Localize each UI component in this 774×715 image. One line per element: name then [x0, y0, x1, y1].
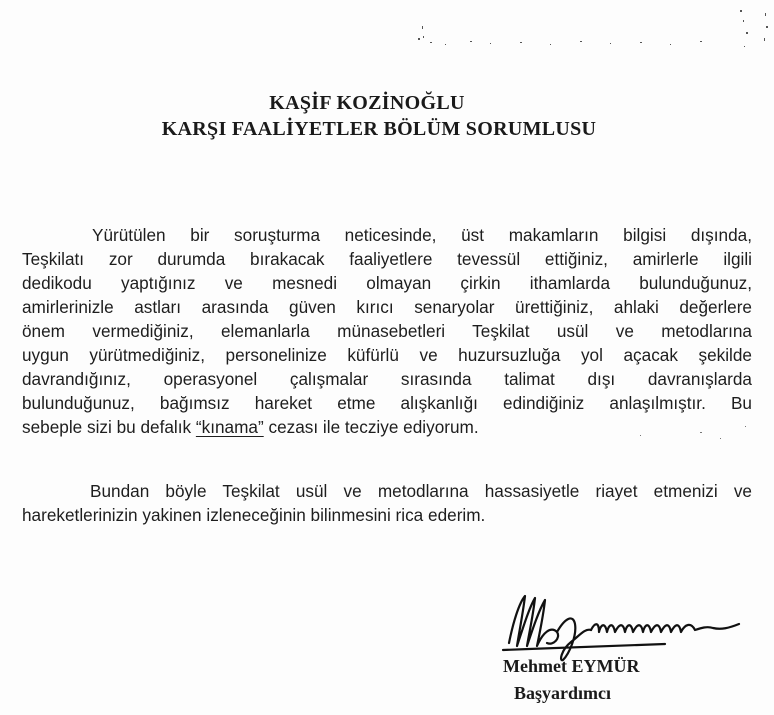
paragraph-line: bulunduğunuz, bağımsız hareket etme alışkanlığı edindiğiniz anlaşılmıştır. Bu	[22, 393, 752, 413]
last-line-end: cezası ile tecziye ediyorum.	[263, 417, 479, 437]
paragraph-line: amirlerinizle astları arasında güven kırıcı senaryolar ürettiğiniz, ahlaki değerlere	[22, 297, 752, 317]
scan-dust	[0, 420, 774, 460]
paragraph-line: davrandığınız, operasyonel çalışmalar sırasında talimat dışı davranışlarda	[22, 369, 752, 389]
paragraph-closing	[22, 479, 752, 527]
paragraph-line: hareketlerinizin yakinen izleneceğinin bilinmesini rica ederim.	[22, 505, 486, 525]
paragraph-line: Teşkilatı zor durumda bırakacak faaliyetlere tevessül ettiğiniz, amirlerle ilgili	[22, 249, 752, 269]
paragraph-line: önem vermediğiniz, elemanlarla münasebetleri Teşkilat usül ve metodlarına	[22, 321, 752, 341]
page-subtitle: KARŞI FAALİYETLER BÖLÜM SORUMLUSU	[161, 118, 597, 140]
paragraph-line: Yürütülen bir soruşturma neticesinde, üst makamların bilgisi dışında,	[92, 225, 752, 245]
signatory-name: Mehmet EYMÜR	[503, 656, 640, 676]
scan-noise-marks	[410, 8, 770, 53]
paragraph-line: Bundan böyle Teşkilat usül ve metodlarına hassasiyetle riayet etmenizi ve	[90, 481, 752, 501]
paragraph-line: dedikodu yaptığınız ve mesnedi olmayan çirkin ithamlarda bulunduğunuz,	[22, 273, 752, 293]
signatory-role: Başyardımcı	[514, 683, 611, 703]
paragraph-reprimand	[22, 223, 752, 439]
reprimand-emphasis: “kınama”	[195, 417, 264, 437]
handwritten-signature	[495, 588, 745, 663]
paragraph-line: uygun yürütmediğiniz, personelinize küfürlü ve huzursuzluğa yol açacak şekilde	[22, 345, 752, 365]
page-title: KAŞİF KOZİNOĞLU	[269, 92, 465, 114]
last-line-start: sebeple sizi bu defalık	[22, 417, 196, 437]
